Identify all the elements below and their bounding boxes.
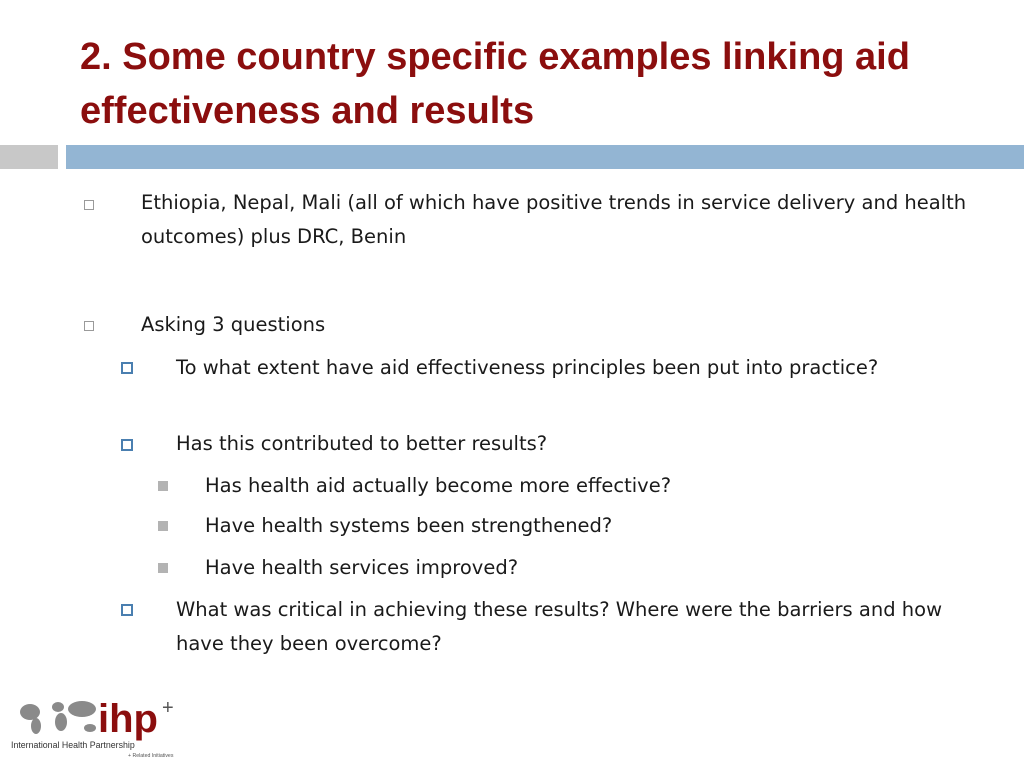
ihp-tagline: + Related Initiatives	[128, 753, 174, 759]
hollow-square-bullet-icon	[84, 321, 94, 331]
bullet-level3-systems: Have health systems been strengthened?	[205, 514, 613, 537]
bullet-level1-questions: Asking 3 questions	[141, 313, 326, 336]
gray-square-bullet-icon	[158, 481, 168, 491]
ihp-plus: +	[162, 697, 174, 719]
blue-square-bullet-icon	[121, 362, 133, 374]
slide-title: 2. Some country specific examples linking aid effectiveness and results	[80, 36, 910, 132]
bullet-level2-principles: To what extent have aid effectiveness principles been put into practice?	[176, 356, 879, 379]
ihp-org-name: International Health Partnership	[11, 740, 135, 750]
bullet-level3-services: Have health services improved?	[205, 556, 519, 579]
bullet-level2-results: Has this contributed to better results?	[176, 432, 548, 455]
ihp-wordmark: ihp	[98, 697, 158, 741]
world-map-icon	[20, 701, 96, 734]
ihp-logo	[10, 690, 185, 760]
bullet-level3-aid: Has health aid actually become more effective?	[205, 474, 672, 497]
bullet-level2-critical: What was critical in achieving these results? Where were the barriers and how have they been overcome?	[176, 598, 943, 655]
gray-square-bullet-icon	[158, 563, 168, 573]
blue-square-bullet-icon	[121, 439, 133, 451]
hollow-square-bullet-icon	[84, 200, 94, 210]
gray-square-bullet-icon	[158, 521, 168, 531]
blue-square-bullet-icon	[121, 604, 133, 616]
bullet-level1-countries: Ethiopia, Nepal, Mali (all of which have positive trends in service delivery and health outcomes) plus DRC, Benin	[141, 191, 967, 248]
